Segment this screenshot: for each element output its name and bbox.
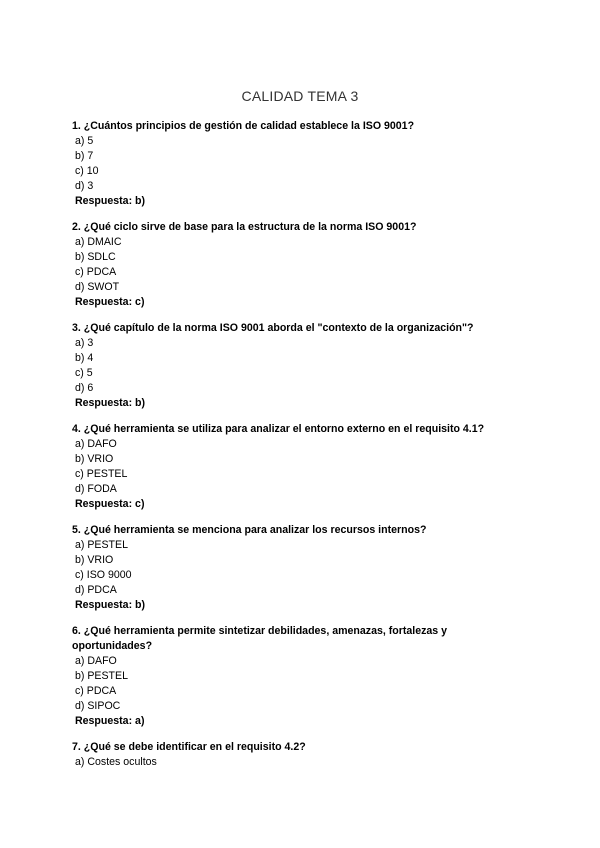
option: d) SIPOC — [75, 700, 121, 712]
option: c) 10 — [75, 165, 99, 177]
question-5 — [72, 523, 528, 613]
answer-text: Respuesta: b) — [75, 397, 146, 409]
option: c) PDCA — [75, 266, 117, 278]
option: b) PESTEL — [75, 670, 128, 682]
answer-text: Respuesta: b) — [75, 599, 146, 611]
question-list — [72, 119, 528, 781]
question-text: 1. ¿Cuántos principios de gestión de calidad establece la ISO 9001? — [72, 120, 415, 132]
question-1 — [72, 119, 528, 209]
option-list — [72, 538, 528, 598]
question-text: 6. ¿Qué herramienta permite sintetizar debilidades, amenazas, fortalezas y oportunidades? — [72, 625, 448, 652]
option: a) DAFO — [75, 655, 117, 667]
option: a) DMAIC — [75, 236, 122, 248]
option: a) 3 — [75, 337, 94, 349]
option-list — [72, 235, 528, 295]
option: c) PDCA — [75, 685, 117, 697]
question-text: 7. ¿Qué se debe identificar en el requisito 4.2? — [72, 741, 306, 753]
option: d) PDCA — [75, 584, 117, 596]
question-3 — [72, 321, 528, 411]
option: c) PESTEL — [75, 468, 128, 480]
answer-text: Respuesta: c) — [75, 498, 145, 510]
option: d) 3 — [75, 180, 94, 192]
option: b) VRIO — [75, 453, 114, 465]
option: b) 7 — [75, 150, 94, 162]
answer-text: Respuesta: a) — [75, 715, 145, 727]
option-list — [72, 437, 528, 497]
option: c) ISO 9000 — [75, 569, 132, 581]
question-text: 3. ¿Qué capítulo de la norma ISO 9001 aborda el "contexto de la organización"? — [72, 322, 474, 334]
option: d) SWOT — [75, 281, 120, 293]
question-7 — [72, 740, 528, 770]
option-list — [72, 134, 528, 194]
option: a) 5 — [75, 135, 94, 147]
option: b) VRIO — [75, 554, 114, 566]
page-title: CALIDAD TEMA 3 — [241, 88, 359, 104]
question-text: 4. ¿Qué herramienta se utiliza para analizar el entorno externo en el requisito 4.1? — [72, 423, 485, 435]
question-2 — [72, 220, 528, 310]
option: a) Costes ocultos — [75, 756, 157, 768]
answer-text: Respuesta: b) — [75, 195, 146, 207]
question-4 — [72, 422, 528, 512]
option: b) SDLC — [75, 251, 116, 263]
option: d) 6 — [75, 382, 94, 394]
question-text: 5. ¿Qué herramienta se menciona para analizar los recursos internos? — [72, 524, 427, 536]
question-text: 2. ¿Qué ciclo sirve de base para la estructura de la norma ISO 9001? — [72, 221, 417, 233]
option: b) 4 — [75, 352, 94, 364]
option: d) FODA — [75, 483, 117, 495]
option-list — [72, 755, 528, 770]
option: a) DAFO — [75, 438, 117, 450]
option-list — [72, 336, 528, 396]
option: a) PESTEL — [75, 539, 128, 551]
option-list — [72, 654, 528, 714]
option: c) 5 — [75, 367, 93, 379]
question-6 — [72, 624, 528, 729]
answer-text: Respuesta: c) — [75, 296, 145, 308]
